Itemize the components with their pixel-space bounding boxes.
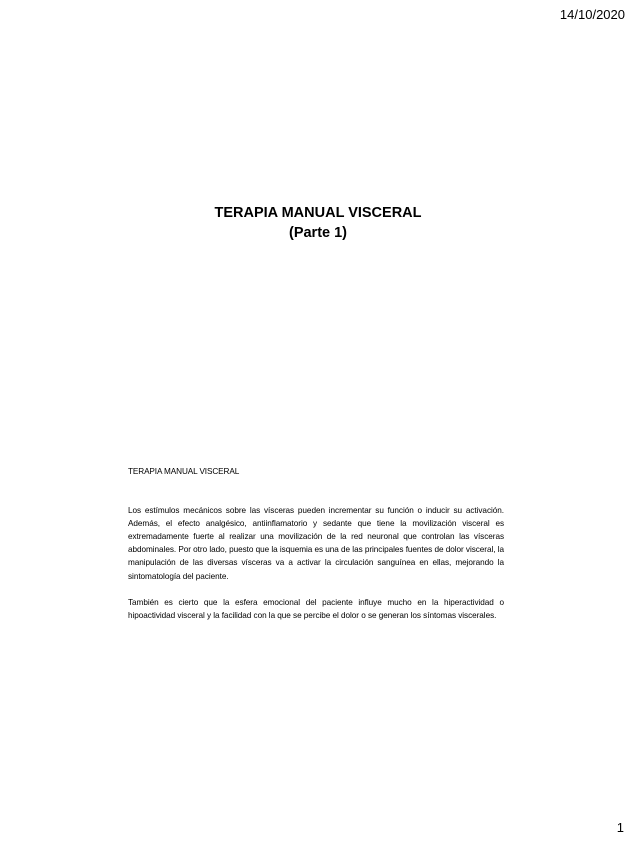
notes-heading: TERAPIA MANUAL VISCERAL (128, 467, 240, 476)
speaker-notes (128, 465, 504, 622)
slide-title-subtitle: (Parte 1) (288, 225, 348, 241)
page-date: 14/10/2020 (559, 7, 625, 22)
notes-paragraph: Los estímulos mecánicos sobre las vísceras pueden incrementar su función o inducir su activación. Además, el efecto analgésico, antiinflamatorio y sedante que tiene la movilización visceral es extremadamente fuerte al realizar una movilización de la red neuronal que controlan las vísceras abdominales. Por otro lado, puesto que la isquemia es una de las principales fuentes de dolor visceral, la manipulación de las diversas vísceras va a activar la circulación sanguínea en ellas, mejorando la sintomatología del paciente. (128, 506, 504, 581)
notes-paragraph: También es cierto que la esfera emocional del paciente influye mucho en la hiperactividad o hipoactividad visceral y la facilidad con la que se percibe el dolor o se generan los síntomas viscerales. (128, 597, 504, 620)
page-number: 1 (616, 820, 624, 835)
slide-title (0, 203, 636, 243)
slide-title-main: TERAPIA MANUAL VISCERAL (214, 205, 422, 221)
